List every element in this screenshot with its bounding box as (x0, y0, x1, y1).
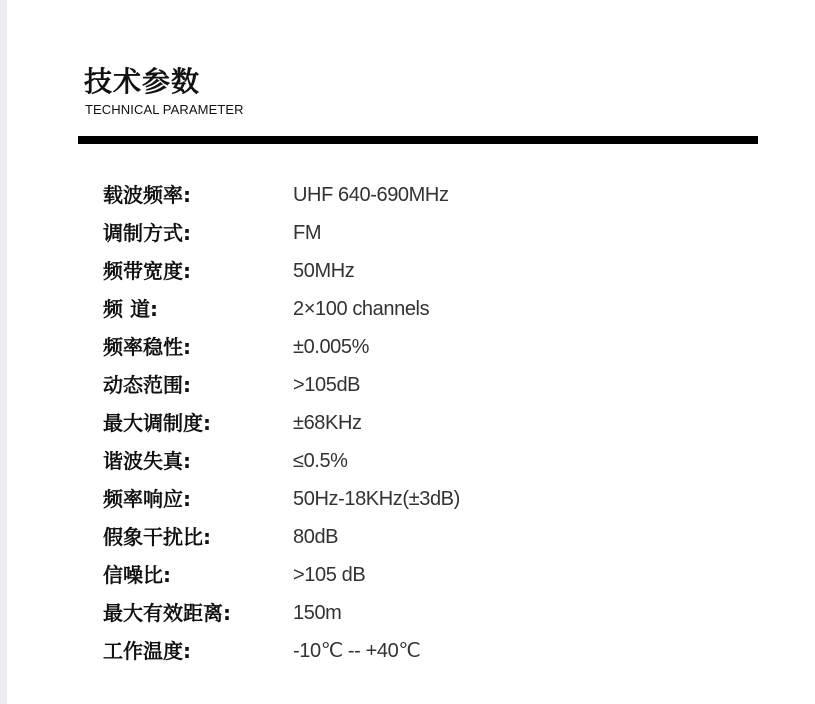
spec-row-bandwidth (0, 252, 815, 290)
title-divider (78, 136, 758, 144)
spec-value: >105 dB (293, 564, 366, 586)
spec-value: UHF 640-690MHz (293, 184, 449, 206)
spec-row-channels (0, 290, 815, 328)
spec-value: ≤0.5% (293, 450, 348, 472)
spec-label: 谐波失真: (103, 449, 191, 473)
spec-value: ±0.005% (293, 336, 370, 358)
spec-row-harmonic-distortion (0, 442, 815, 480)
spec-row-modulation (0, 214, 815, 252)
spec-label: 频率稳性: (103, 335, 191, 359)
spec-label: 载波频率: (103, 183, 191, 207)
spec-value: 50MHz (293, 260, 355, 282)
spec-label: 最大有效距离: (103, 601, 231, 625)
spec-label: 最大调制度: (103, 411, 211, 435)
spec-row-carrier-frequency (0, 176, 815, 214)
page-title: 技术参数 (84, 65, 201, 98)
spec-row-snr (0, 556, 815, 594)
spec-value: >105dB (293, 374, 361, 396)
spec-value: 50Hz-18KHz(±3dB) (293, 488, 460, 510)
spec-row-frequency-response (0, 480, 815, 518)
spec-label: 工作温度: (103, 639, 191, 663)
spec-row-max-modulation (0, 404, 815, 442)
spec-row-image-rejection (0, 518, 815, 556)
spec-value: 150m (293, 602, 342, 624)
spec-value: FM (293, 222, 322, 244)
spec-label: 信噪比: (103, 563, 171, 587)
spec-value: 80dB (293, 526, 339, 548)
spec-row-operating-temperature (0, 632, 815, 670)
spec-label: 频率响应: (103, 487, 191, 511)
spec-list (0, 176, 815, 670)
spec-row-dynamic-range (0, 366, 815, 404)
spec-label: 调制方式: (103, 221, 191, 245)
spec-label: 假象干扰比: (103, 525, 211, 549)
spec-row-frequency-stability (0, 328, 815, 366)
spec-row-max-range (0, 594, 815, 632)
spec-value: ±68KHz (293, 412, 362, 434)
spec-value: -10℃ -- +40℃ (293, 640, 421, 662)
page-subtitle: TECHNICAL PARAMETER (85, 102, 244, 117)
spec-label: 频带宽度: (103, 259, 191, 283)
spec-value: 2×100 channels (293, 298, 430, 320)
spec-label: 频 道: (103, 297, 158, 321)
spec-label: 动态范围: (103, 373, 191, 397)
